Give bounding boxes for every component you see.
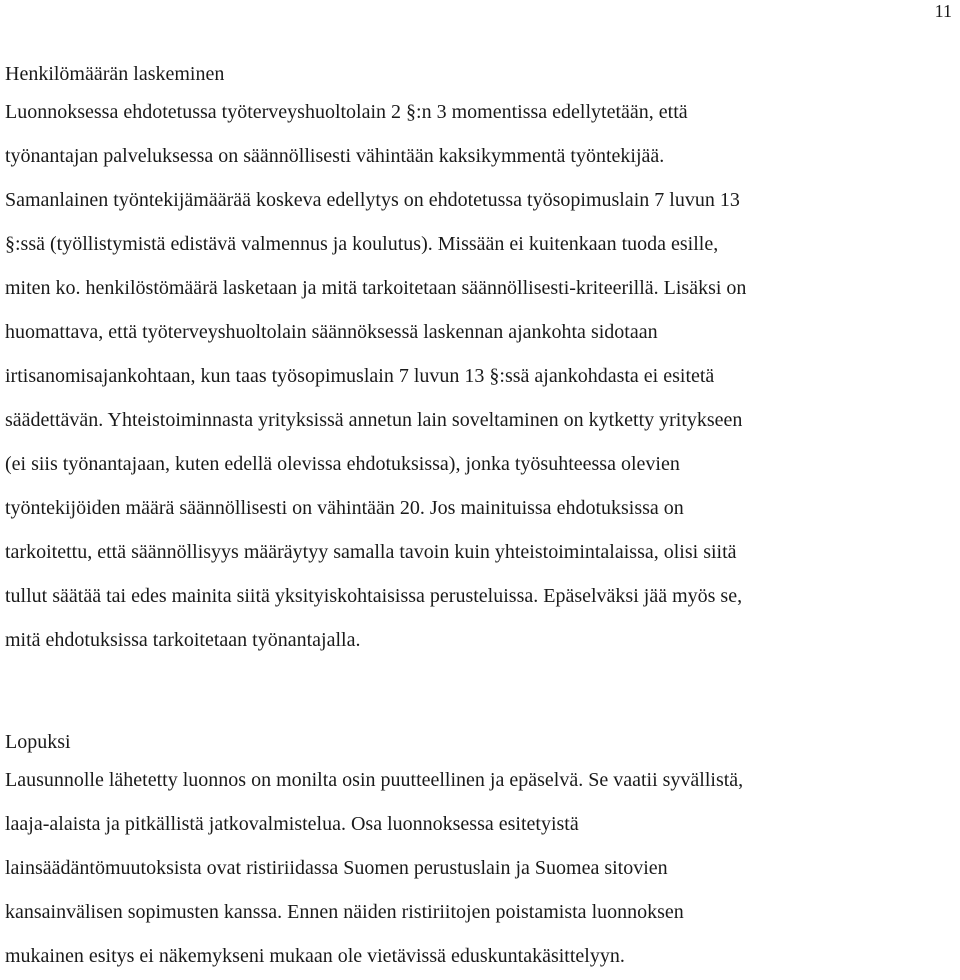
section-heading: Lopuksi (5, 731, 71, 753)
section-lopuksi (5, 730, 955, 978)
text-line: tullut säätää tai edes mainita siitä yksityiskohtaisissa perusteluissa. Epäselväksi jää myös se, (5, 585, 743, 607)
text-line: Samanlainen työntekijämäärää koskeva edellytys on ehdotetussa työsopimuslain 7 luvun 13 (5, 189, 740, 211)
text-line: työnantajan palveluksessa on säännöllisesti vähintään kaksikymmentä työntekijää. (5, 145, 665, 167)
text-line: miten ko. henkilöstömäärä lasketaan ja mitä tarkoitetaan säännöllisesti-kriteerillä. Lisäksi on (5, 277, 747, 299)
text-line: mukainen esitys ei näkemykseni mukaan ole vietävissä eduskuntakäsittelyyn. (5, 945, 625, 967)
text-line: lainsäädäntömuutoksista ovat ristiriidassa Suomen perustuslain ja Suomea sitovien (5, 857, 668, 879)
page-number: 11 (934, 1, 952, 21)
text-line: (ei siis työnantajaan, kuten edellä olevissa ehdotuksissa), jonka työsuhteessa olevien (5, 453, 680, 475)
text-line: mitä ehdotuksissa tarkoitetaan työnantajalla. (5, 629, 361, 651)
paragraph (5, 758, 955, 978)
text-line: Luonnoksessa ehdotetussa työterveyshuoltolain 2 §:n 3 momentissa edellytetään, että (5, 101, 688, 123)
section-heading: Henkilömäärän laskeminen (5, 63, 225, 85)
text-line: huomattava, että työterveyshuoltolain säännöksessä laskennan ajankohta sidotaan (5, 321, 658, 343)
text-line: laaja-alaista ja pitkällistä jatkovalmistelua. Osa luonnoksessa esitetyistä (5, 813, 579, 835)
text-line: työntekijöiden määrä säännöllisesti on vähintään 20. Jos mainituissa ehdotuksissa on (5, 497, 684, 519)
text-line: irtisanomisajankohtaan, kun taas työsopimuslain 7 luvun 13 §:ssä ajankohdasta ei esitetä (5, 365, 715, 387)
text-line: Lausunnolle lähetetty luonnos on monilta osin puutteellinen ja epäselvä. Se vaatii syvällistä, (5, 769, 744, 791)
paragraph (5, 90, 955, 662)
text-line: tarkoitettu, että säännöllisyys määräytyy samalla tavoin kuin yhteistoimintalaissa, olisi siitä (5, 541, 737, 563)
section-henkilomaaran-laskeminen (5, 62, 955, 662)
text-line: säädettävän. Yhteistoiminnasta yrityksissä annetun lain soveltaminen on kytketty yritykseen (5, 409, 743, 431)
text-line: kansainvälisen sopimusten kanssa. Ennen näiden ristiriitojen poistamista luonnoksen (5, 901, 684, 923)
text-line: §:ssä (työllistymistä edistävä valmennus ja koulutus). Missään ei kuitenkaan tuoda esille, (5, 233, 719, 255)
